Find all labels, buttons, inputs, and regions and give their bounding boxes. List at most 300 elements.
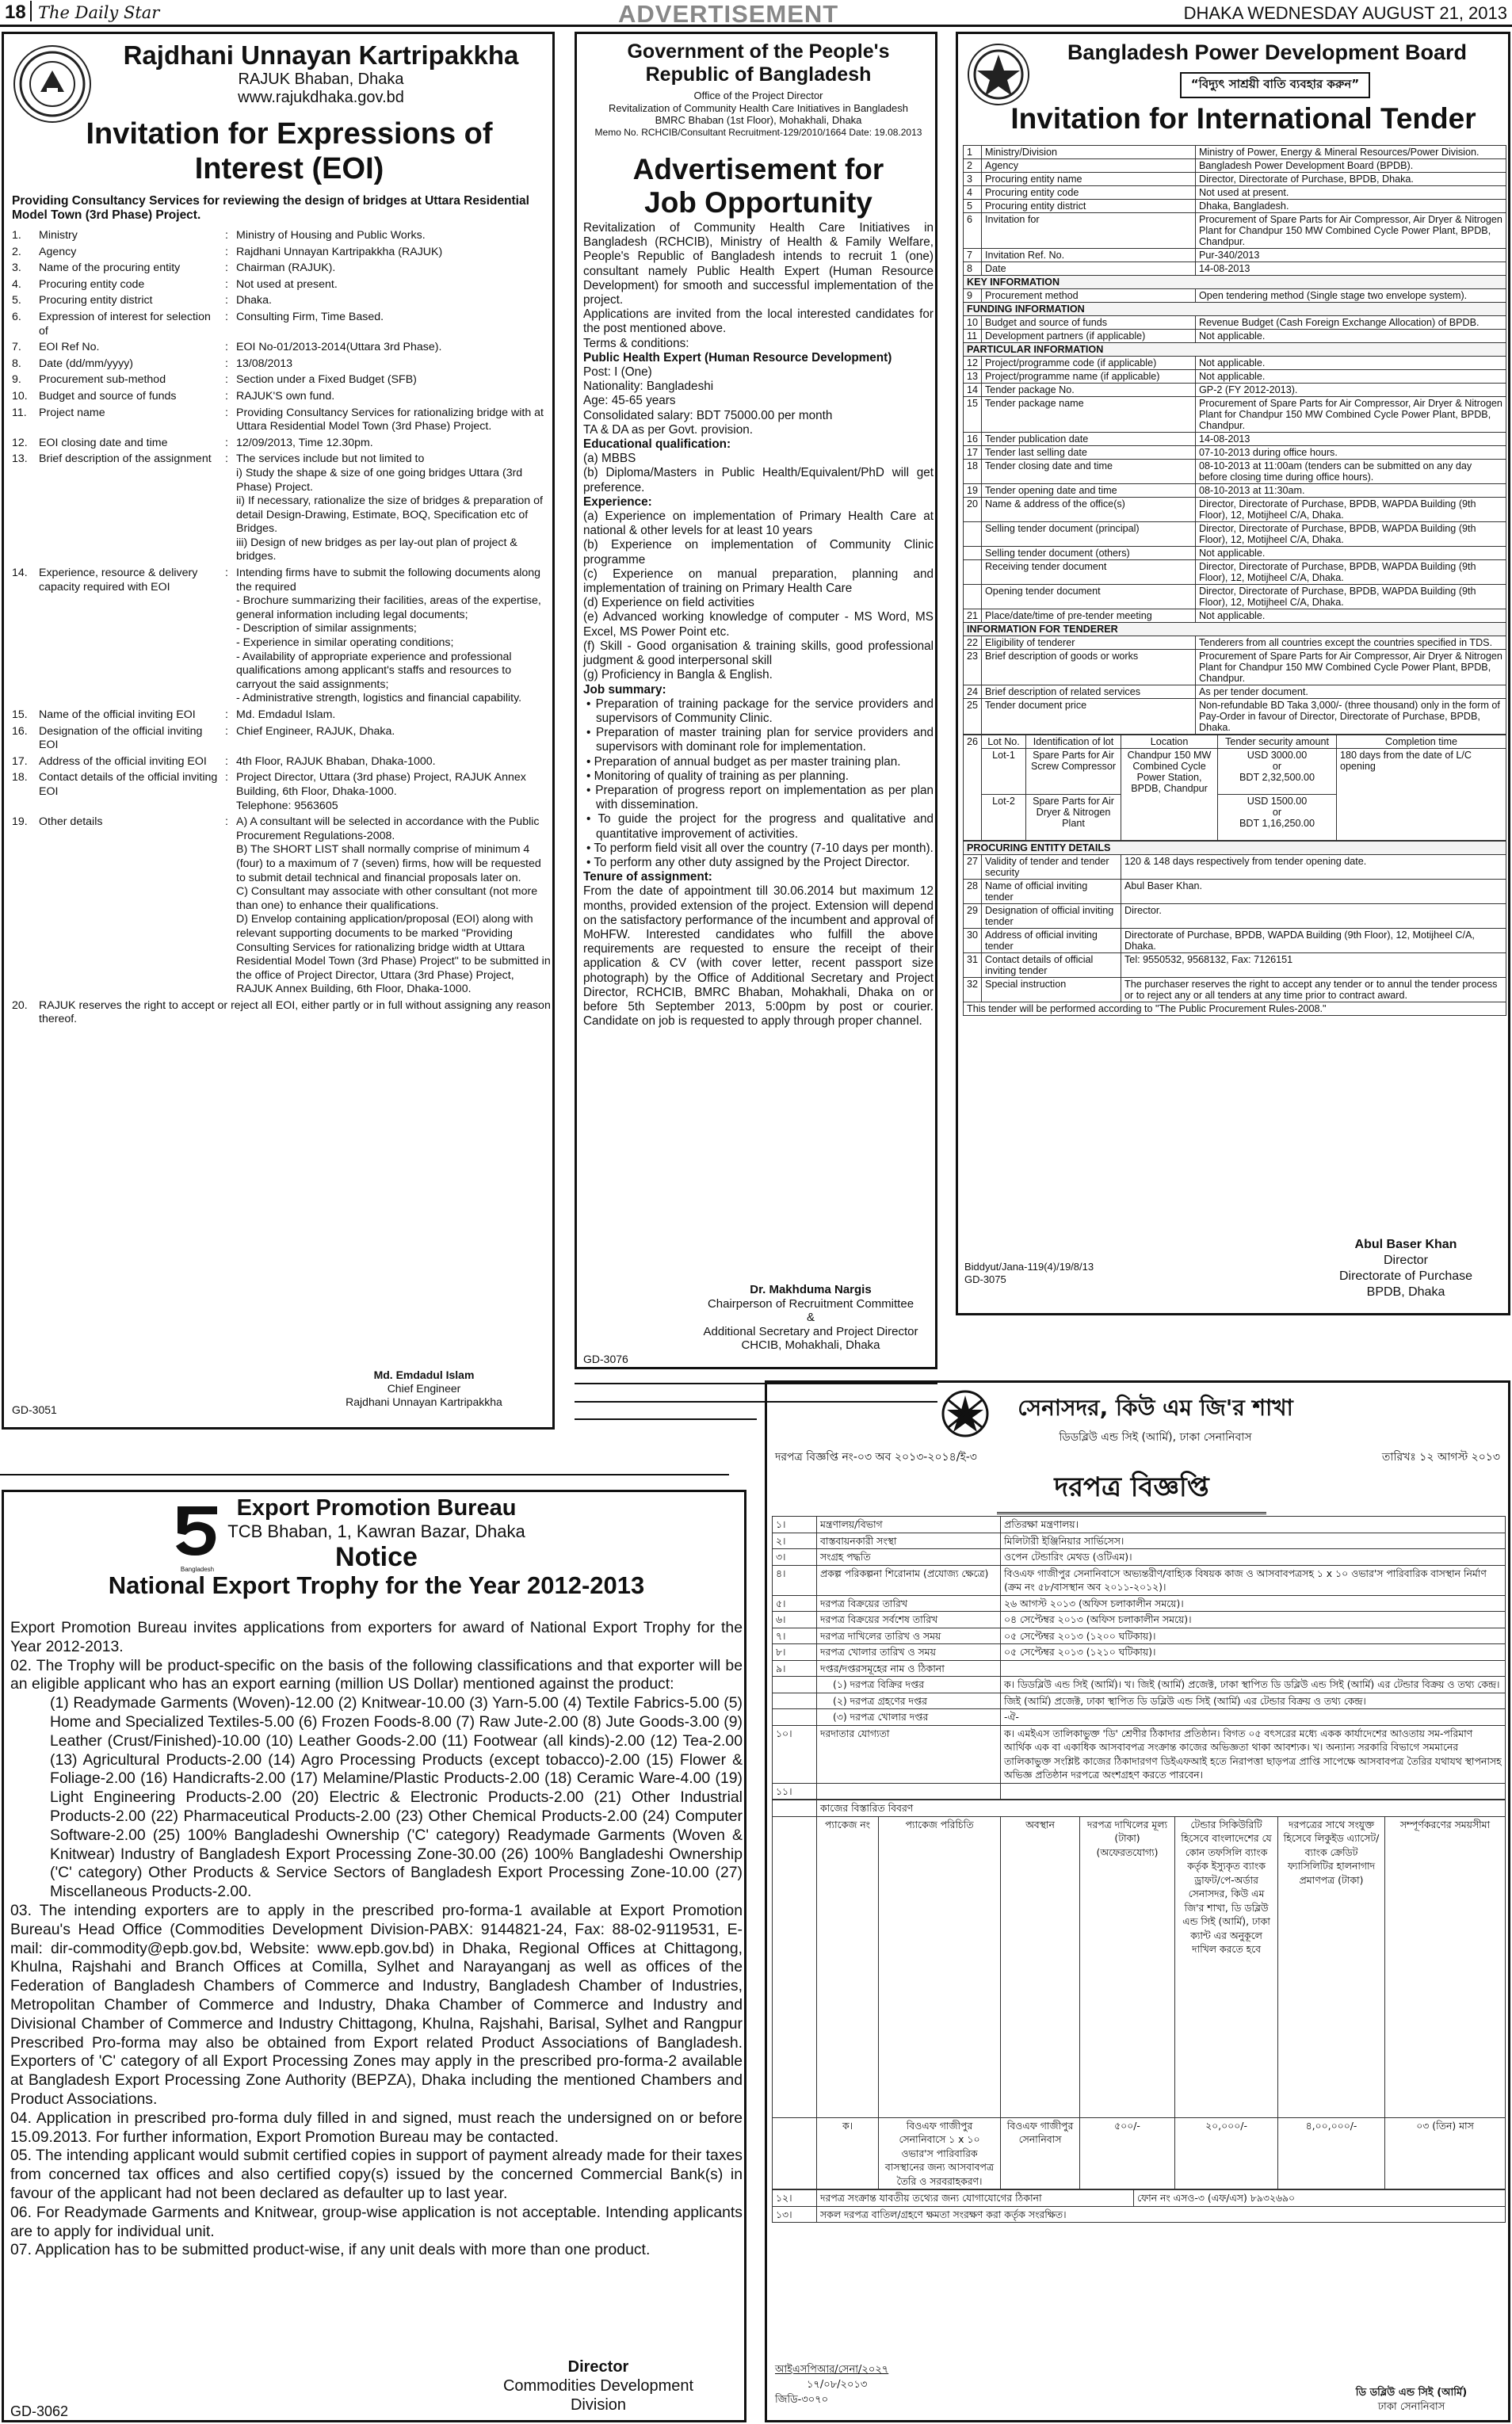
bpdb-row: [964, 433, 1506, 446]
epb-p7: 07. Application has to be submitted product-wise, if any unit deals with more than one product.: [10, 2241, 651, 2259]
army-row-key: দরপত্র দাখিলের তারিখ ও সময়: [817, 1628, 1001, 1644]
bpdb-row-value: The purchaser reserves the right to accept any tender or to annul the tender process or to reject any or all tenders at any time prior to contract award.: [1121, 978, 1506, 1002]
govt-facts: [583, 365, 934, 437]
bpdb-row: [964, 609, 1506, 623]
bpdb-row-num: 20: [964, 498, 982, 522]
rajuk-item-value: [236, 771, 551, 813]
bpdb-row-num: 13: [964, 370, 982, 384]
rajuk-item-line: A) A consultant will be selected in accordance with the Public Procurement Regulations-2008.: [236, 815, 540, 842]
rule: [0, 1474, 729, 1475]
section-label: ADVERTISEMENT: [618, 0, 839, 28]
army-tender-ad: [765, 1380, 1510, 2422]
govt-signatory-name: Dr. Makhduma Nargis: [750, 1283, 872, 1296]
rajuk-item-line: - Availability of appropriate experience and professional qualifications among applicant's staffs and resources to carryout the said assignments;: [236, 650, 512, 691]
army-row: [773, 1549, 1506, 1566]
epb-p1: Export Promotion Bureau invites applications from exporters for award of National Export Trophy for the Year 2012-2013.: [10, 1619, 743, 1655]
army-row: [773, 1565, 1506, 1595]
bpdb-row-num: 16: [964, 433, 982, 446]
govt-job-heading: Job summary:: [583, 682, 666, 697]
govt-exp-item: (e) Advanced working knowledge of computer - MS Word, MS Excel, MS Power Point etc.: [583, 610, 934, 639]
epb-logo-text: Bangladesh: [180, 1566, 215, 1573]
army-row-key: [817, 1783, 1001, 1800]
govt-job-item-text: To perform field visit all over the country (7-10 days per month).: [594, 841, 934, 855]
rajuk-item-key: Name of the procuring entity: [39, 261, 181, 275]
army-row-num: ১০।: [773, 1725, 817, 1783]
lot-amount: USD 1500.00 or BDT 1,16,250.00: [1218, 795, 1337, 841]
rajuk-eoi-ad: [2, 32, 555, 1430]
bpdb-row-value: Directorate of Purchase, BPDB, WAPDA Building (9th Floor), 12, Motijheel C/A, Dhaka.: [1121, 929, 1506, 953]
bpdb-row-value: Director, Directorate of Purchase, BPDB, WAPDA Building (9th Floor), 12, Motijheel C/A, Dhaka.: [1196, 498, 1506, 522]
bpdb-table-2: [963, 841, 1506, 1002]
army-row-num: [773, 1816, 817, 2117]
bpdb-row: [964, 585, 1506, 609]
army-pkg-cell: ২০,০০০/-: [1175, 2117, 1278, 2189]
bpdb-row-num: 22: [964, 636, 982, 650]
rajuk-website: www.rajukdhaka.gov.bd: [238, 89, 404, 106]
army-row-num: ১৩।: [773, 2206, 817, 2223]
govt-edu-item: (b) Diploma/Masters in Public Health/Equivalent/PhD will get preference.: [583, 466, 934, 494]
bpdb-row-value: Tel: 9550532, 9568132, Fax: 7126151: [1121, 953, 1506, 978]
colon: :: [225, 708, 228, 721]
bullet: •: [586, 783, 596, 797]
rajuk-item-value: [236, 437, 551, 451]
rajuk-item-line: - Administrative strength, logistics and financial capability.: [236, 692, 522, 705]
bpdb-row-key: Project/programme code (if applicable): [982, 357, 1196, 370]
bpdb-row-num: 18: [964, 460, 982, 484]
masthead: The Daily Star: [38, 3, 160, 22]
army-row-key: (১) দরপত্র বিক্রির দপ্তর: [817, 1677, 1001, 1693]
army-row-num: ১।: [773, 1517, 817, 1533]
page-header: [0, 0, 1512, 27]
bpdb-row-key: Validity of tender and tender security: [982, 855, 1121, 880]
govt-project: Revitalization of Community Health Care Initiatives in Bangladesh: [609, 101, 908, 114]
bpdb-row-key: Tender package No.: [982, 384, 1196, 397]
rajuk-item-value: [236, 261, 551, 276]
army-col-head: প্যাকেজ পরিচিতি: [879, 1816, 1001, 2117]
army-row-num: [773, 1693, 817, 1709]
epb-title: National Export Trophy for the Year 2012-2013: [108, 1571, 645, 1599]
govt-fact: Post: I (One): [583, 365, 652, 380]
rajuk-item-line: Not used at present.: [236, 277, 338, 291]
govt-signatory-amp: &: [806, 1311, 815, 1324]
rajuk-item: [12, 771, 551, 813]
rajuk-item: [12, 755, 551, 769]
bpdb-row-key: Brief description of related services: [982, 685, 1196, 699]
army-col-head: প্যাকেজ নং: [817, 1816, 879, 2117]
rajuk-item-line: B) The SHORT LIST shall normally comprise of minimum 4 (four) to a maximum of 7 (seven) firms, how will be requested to submit detail technical and financial proposals later on.: [236, 843, 541, 884]
bpdb-row-key: Name of official inviting tender: [982, 880, 1121, 904]
bpdb-row-num: 31: [964, 953, 982, 978]
rajuk-item-line: - Brochure summarizing their facilities, areas of the expertise, general information including legal documents;: [236, 594, 541, 621]
rajuk-item: [12, 407, 551, 434]
army-detail-heading: কাজের বিস্তারিত বিবরণ: [817, 1800, 1506, 1817]
bpdb-row: [964, 953, 1506, 978]
bpdb-row-num: 8: [964, 262, 982, 276]
army-row-key: মন্ত্রণালয়/বিভাগ: [817, 1517, 1001, 1533]
bpdb-row-num: 9: [964, 289, 982, 303]
rajuk-item-line: Intending firms have to submit the following documents along the required: [236, 567, 541, 594]
bpdb-signatory-1: Director: [1383, 1254, 1428, 1267]
army-ispr-date: ১৭/০৮/২০১৩: [807, 2379, 868, 2391]
army-row-value: ফোন নং এসও-৩ (এফ/এস) ৮৯৩২৬৯০: [1134, 2190, 1506, 2207]
govt-job-item: [583, 842, 934, 856]
govt-job-item: [583, 856, 934, 870]
army-table-wrap: [772, 1516, 1506, 2223]
bpdb-row: [964, 213, 1506, 249]
bpdb-row-key: Tender last selling date: [982, 446, 1196, 460]
bpdb-row-key: Procuring entity code: [982, 186, 1196, 200]
govt-signatory-2: Additional Secretary and Project Director: [703, 1324, 918, 1338]
colon: :: [225, 261, 228, 275]
bpdb-row-value: 08-10-2013 at 11:30am.: [1196, 484, 1506, 498]
govt-title: Government of the People's Republic of Bangladesh: [627, 40, 890, 86]
army-row: [773, 1783, 1506, 1800]
bpdb-row-value: Not applicable.: [1196, 330, 1506, 343]
army-row-key: দরদাতার যোগ্যতা: [817, 1725, 1001, 1783]
army-row-value: ০৫ সেপ্টেম্বর ২০১৩ (১২০০ ঘটিকায়)।: [1001, 1628, 1506, 1644]
bpdb-row-key: Opening tender document: [982, 585, 1196, 609]
bpdb-tender-ad: [956, 32, 1510, 1315]
bpdb-row-value: Abul Baser Khan.: [1121, 880, 1506, 904]
army-row-value: ক। এমইএস তালিকাভুক্ত 'ডি' শ্রেণীর ঠিকাদার প্রতিষ্ঠান। বিগত ০৫ বৎসরের মধ্যে একক কার্যাদেশের আওতায় সম-পরিমাণ আর্থিক এক বা একাধিক আসবাবপত্র সংক্রান্ত কাজের অভিজ্ঞতা থাকা আবশ্যক। খ। অন্যান্য সরকারি বিভাগে সমমানের তালিকাভুক্ত সংশ্লিষ্ট কাজের ঠিকাদারগণ ডিইএফআই হতে নিরাপত্তা ছাড়পত্র প্রাপ্তি সাপেক্ষে আসবাবপত্র তৈরির যথাযথ স্থাপনাসহ অভিজ্ঞ প্রতিষ্ঠান দরপত্রে অংশগ্রহণ করতে পারবেন।: [1001, 1725, 1506, 1783]
bpdb-row: [964, 249, 1506, 262]
rajuk-item: [12, 294, 551, 308]
army-col-head: দরপত্র দাখিলের মূল্য (টাকা) (অফেরতযোগ্য): [1080, 1816, 1175, 2117]
bpdb-row: [964, 186, 1506, 200]
army-row: [773, 1677, 1506, 1693]
govt-fact: TA & DA as per Govt. provision.: [583, 422, 753, 437]
epb-org: Export Promotion Bureau: [236, 1495, 517, 1521]
rajuk-item-num: 12.: [12, 436, 28, 449]
rajuk-item-value: [236, 815, 551, 997]
epb-p4: 04. Application in prescribed pro-forma duly filled in and signed, must reach the undersigned on or before 15.09.2013. For further information, Export Promotion Bureau may be contacted.: [10, 2109, 743, 2146]
bpdb-row: [964, 370, 1506, 384]
rajuk-item-num: 1.: [12, 229, 21, 242]
rajuk-item: [12, 246, 551, 260]
bpdb-row-value: Director, Directorate of Purchase, BPDB, Dhaka.: [1196, 173, 1506, 186]
bpdb-row: [964, 560, 1506, 585]
bpdb-row-value: Director, Directorate of Purchase, BPDB, WAPDA Building (9th Floor), 12, Motijheel C/A, Dhaka.: [1196, 522, 1506, 547]
bpdb-row-value: Non-refundable BD Taka 3,000/- (three thousand) only in the form of Pay-Order in favour of Director, Directorate of Purchase, BPDB, Dhaka.: [1196, 699, 1506, 735]
rajuk-item-num: 7.: [12, 341, 21, 354]
rajuk-item-num: 11.: [12, 406, 27, 419]
bpdb-row-value: Not applicable.: [1196, 547, 1506, 560]
bpdb-row-key: Invitation Ref. No.: [982, 249, 1196, 262]
army-memo: দরপত্র বিজ্ঞপ্তি নং-০৩ অব ২০১৩-২০১৪/ই-৩: [775, 1451, 977, 1464]
rajuk-title: Invitation for Expressions of Interest (EOI): [86, 117, 493, 185]
bpdb-row: [964, 855, 1506, 880]
govt-job-item-text: Preparation of progress report on implementation as per plan with dissemination.: [595, 783, 934, 812]
bpdb-row-key: Selling tender document (others): [982, 547, 1196, 560]
lot-location: Chandpur 150 MW Combined Cycle Power Station, BPDB, Chandpur: [1121, 749, 1218, 841]
lot-head: Completion time: [1337, 735, 1506, 749]
bpdb-row-num: 24: [964, 685, 982, 699]
bpdb-row-num: 32: [964, 978, 982, 1002]
bullet: •: [586, 855, 594, 869]
rajuk-item-value: [236, 708, 551, 723]
rajuk-item: [12, 357, 551, 372]
rajuk-item: [12, 341, 551, 355]
bpdb-logo-icon: [968, 44, 1029, 105]
colon: :: [225, 567, 228, 580]
bpdb-row-value: Dhaka, Bangladesh.: [1196, 200, 1506, 213]
bpdb-row-value: Not used at present.: [1196, 186, 1506, 200]
bpdb-row-value: 14-08-2013: [1196, 262, 1506, 276]
lot-no: Lot-2: [982, 795, 1026, 841]
bpdb-row-key: Place/date/time of pre-tender meeting: [982, 609, 1196, 623]
bpdb-row-value: Bangladesh Power Development Board (BPDB).: [1196, 159, 1506, 173]
bpdb-slogan: “বিদ্যুৎ সাশ্রয়ী বাতি ব্যবহার করুন”: [1180, 72, 1370, 98]
bpdb-row: [964, 636, 1506, 650]
army-col-head: টেন্ডার সিকিউরিটি হিসেবে বাংলাদেশের যে কোন তফসিলি ব্যাংক কর্তৃক ইস্যুকৃত ব্যাংক ড্রাফট/পে-অর্ডার সেনাসদর, কিউ এম জি'র শাখা, ডি ডব্লিউ এন্ড সিই (আর্মি), ঢাকা ক্যান্ট এর অনুকূলে দাখিল করতে হবে: [1175, 1816, 1278, 2117]
bpdb-row-num: 10: [964, 316, 982, 330]
army-row: [773, 1612, 1506, 1628]
rajuk-item-text: RAJUK reserves the right to accept or reject all EOI, either partly or in full without assigning any reason thereof.: [39, 998, 551, 1026]
army-row-key: সকল দরপত্র বাতিল/গ্রহণে ক্ষমতা সংরক্ষণ করা কর্তৃক সংরক্ষিত।: [817, 2206, 1506, 2223]
bpdb-row: [964, 159, 1506, 173]
bullet: •: [586, 754, 594, 769]
bpdb-row-key: Tender package name: [982, 397, 1196, 433]
govt-job-item-text: Preparation of annual budget as per master training plan.: [594, 754, 901, 769]
govt-post-title: Public Health Expert (Human Resource Development): [583, 350, 892, 365]
rajuk-item-key: Name of the official inviting EOI: [39, 708, 196, 721]
govt-memo: Memo No. RCHCIB/Consultant Recruitment-129/2010/1664 Date: 19.08.2013: [594, 126, 922, 138]
bpdb-row-key: Project/programme name (if applicable): [982, 370, 1196, 384]
govt-edu-item: (a) MBBS: [583, 452, 636, 466]
rajuk-item-key: Date (dd/mm/yyyy): [39, 357, 134, 370]
govt-exp-item: (d) Experience on field activities: [583, 596, 754, 610]
rajuk-item: [12, 452, 551, 564]
header-divider: [30, 1, 32, 21]
lot-no: Lot-1: [982, 749, 1026, 795]
rajuk-item-line: Md. Emdadul Islam.: [236, 708, 336, 721]
army-pkg-cell: বিওএফ গাজীপুর সেনানিবাসে ১ x ১০ ওভার'স পারিবারিক বাসস্থানের জন্য আসবাবপত্র তৈরি ও সরবরাহকরণ।: [879, 2117, 1001, 2189]
epb-signatory-2: Commodities Development: [502, 2377, 694, 2395]
army-pkg-cell: ৫০০/-: [1080, 2117, 1175, 2189]
dateline: [1184, 3, 1507, 24]
bpdb-row-key: Tender closing date and time: [982, 460, 1196, 484]
rajuk-item-key: Agency: [39, 245, 77, 258]
rajuk-item-num: 17.: [12, 754, 28, 768]
rajuk-item-line: 13/08/2013: [236, 357, 293, 370]
rajuk-item-num: 20.: [12, 998, 28, 1012]
army-signatory-2: ঢাকা সেনানিবাস: [1377, 2401, 1445, 2413]
govt-edu: [583, 452, 934, 495]
govt-tenure: From the date of appointment till 30.06.2014 but maximum 12 months, provided extension of the project. Extension will depend on the satisfactory performance of the incumbent and approval of MoHFW. Interested candidates who fulfill the above requirements are requested to ensure the receipt of their application & CV (with cover letter, recent passport size photograph) by the Office of Additional Secretary and Project Director, RCHCIB, BMRC Bhaban, Mohakhali, Dhaka on or before 5th September 2013, 5:00pm by post or courier. Candidate on job is requested to apply through proper channel.: [583, 884, 934, 1029]
rajuk-seal-icon: [13, 45, 91, 123]
bpdb-row-value: 120 & 148 days respectively from tender opening date.: [1121, 855, 1506, 880]
rajuk-item: [12, 373, 551, 387]
rajuk-item-value: [236, 294, 551, 308]
rajuk-item: [12, 999, 551, 1027]
lot-amount: USD 3000.00 or BDT 2,32,500.00: [1218, 749, 1337, 795]
govt-fact: Age: 45-65 years: [583, 394, 676, 408]
govt-job-item: [583, 784, 934, 812]
rajuk-item-line: The services include but not limited to: [236, 452, 425, 466]
epb-products: (1) Readymade Garments (Woven)-12.00 (2) Knitwear-10.00 (3) Yarn-5.00 (4) Textile Fabrics-5.00 (5) Home and Specialized Textiles-5.00 (6) Frozen Foods-8.00 (7) Raw Jute-2.00 (8) Jute Goods-3.00 (9) Leather (Crust/Finished)-10.00 (10) Leather Goods-2.00 (11) Footwear (all kinds)-2.00 (12) Tea-2.00 (13) Agricultural Products-2.00 (14) Agro Processing Products (except tobacco)-2.00 (15) Flower & Foliage-2.00 (16) Handicrafts-2.00 (17) Melamine/Plastic Products-2.00 (18) Ceramic Ware-4.00 (19) Light Engineering Products-2.00 (20) Electric & Electronic Products-2.00 (21) Other Industrial Products-2.00 (22) Pharmaceutical Products-2.00 (23) Other Chemical Products-2.00 (24) Computer Software-2.00 (25) 100% Bangladeshi Ownership ('C' category) Readymade Garments (Woven & Knitwear) Industry of Bangladesh Export Processing Zone-30.00 (26) 100% Bangladeshi Ownership ('C' category) Other Products & Service Sectors of Bangladesh Export Processing Zone-10.00 (27) Miscellaneous Products-2.00.: [50, 1694, 743, 1901]
bpdb-row-num: 4: [964, 186, 982, 200]
bpdb-row-key: Designation of official inviting tender: [982, 904, 1121, 929]
govt-apply: Applications are invited from the local interested candidates for the post mentioned above.: [583, 307, 934, 336]
bpdb-row-num: [964, 522, 982, 547]
rajuk-item-num: 8.: [12, 357, 21, 370]
army-row-value: জিই (আর্মি) প্রজেক্ট, ঢাকা স্থাপিত ডি ডব্লিউ এন্ড সিই (আর্মি) এর টেন্ডার বিক্রয় ও তথ্য কেন্দ্র।: [1001, 1693, 1506, 1709]
rajuk-item-num: 2.: [12, 245, 21, 258]
govt-body: Revitalization of Community Health Care Initiatives in Bangladesh (RCHCIB), Ministry of Health & Family Welfare, People's Republic of Bangladesh intends to recruit 1 (one) consultant namely Public Health Expert (Human Resource Development) for smooth and successful implementation of the project.: [583, 221, 934, 307]
govt-exp-item: (g) Proficiency in Bangla & English.: [583, 668, 773, 682]
govt-job: [583, 697, 934, 870]
army-table: [772, 1516, 1506, 1800]
bpdb-row-num: 17: [964, 446, 982, 460]
rajuk-intro: Providing Consultancy Services for reviewing the design of bridges at Uttara Residential Model Town (3rd Phase) Project.: [12, 194, 529, 222]
army-row-value: ওপেন টেন্ডারিং মেথড (ওটিএম)।: [1001, 1549, 1506, 1566]
bpdb-row: [964, 498, 1506, 522]
rajuk-item-key: Ministry: [39, 229, 78, 242]
rajuk-item-value: [236, 373, 551, 387]
bpdb-row-value: Director, Directorate of Purchase, BPDB, WAPDA Building (9th Floor), 12, Motijheel C/A, Dhaka.: [1196, 585, 1506, 609]
colon: :: [225, 245, 228, 258]
epb-notice-ad: [2, 1490, 746, 2422]
rajuk-item: [12, 708, 551, 723]
rajuk-item-key: Contact details of the official inviting EOI: [39, 771, 218, 798]
govt-signatory-1: Chairperson of Recruitment Committee: [707, 1296, 914, 1311]
army-row: [773, 1709, 1506, 1726]
govt-fact: Nationality: Bangladeshi: [583, 380, 714, 394]
rajuk-item-value: [236, 755, 551, 769]
army-pkg-cell: বিওএফ গাজীপুর সেনানিবাস: [1001, 2117, 1080, 2189]
colon: :: [225, 357, 228, 370]
bullet: •: [586, 812, 598, 826]
bpdb-table: [963, 145, 1506, 735]
govt-ad-title: Advertisement for Job Opportunity: [632, 153, 884, 219]
bpdb-row-num: 27: [964, 855, 982, 880]
rajuk-item-key: Address of the official inviting EOI: [39, 754, 207, 768]
rajuk-item: [12, 229, 551, 243]
rajuk-item: [12, 815, 551, 997]
bpdb-row-key: Date: [982, 262, 1196, 276]
bpdb-row-num: 3: [964, 173, 982, 186]
colon: :: [225, 310, 228, 323]
bpdb-row-key: Tender publication date: [982, 433, 1196, 446]
army-row-value: ২৬ আগস্ট ২০১৩ (অফিস চলাকালীন সময়ে)।: [1001, 1595, 1506, 1612]
govt-fact: Consolidated salary: BDT 75000.00 per month: [583, 408, 833, 422]
rajuk-signatory-org: Rajdhani Unnayan Kartripakkha: [346, 1395, 502, 1408]
bpdb-row-key: Special instruction: [982, 978, 1121, 1002]
bpdb-row-num: [964, 547, 982, 560]
govt-terms: Terms & conditions:: [583, 336, 689, 350]
lot-head: Tender security amount: [1218, 735, 1337, 749]
rajuk-item-line: Ministry of Housing and Public Works.: [236, 229, 426, 242]
bpdb-row-num: 6: [964, 213, 982, 249]
army-row-num: ৬।: [773, 1612, 817, 1628]
rajuk-item-line: Telephone: 9563605: [236, 799, 338, 812]
rajuk-item: [12, 437, 551, 451]
bpdb-row-key: Eligibility of tenderer: [982, 636, 1196, 650]
bpdb-table-wrap: [963, 145, 1506, 1016]
lot-head: Lot No.: [982, 735, 1026, 749]
army-row: [773, 1644, 1506, 1661]
bpdb-row: [964, 978, 1506, 1002]
bpdb-row-value: Not applicable.: [1196, 370, 1506, 384]
army-row-key: দরপত্র বিক্রয়ের সর্বশেষ তারিখ: [817, 1612, 1001, 1628]
rajuk-item-key: Project name: [39, 406, 105, 419]
bpdb-row-value: Tenderers from all countries except the countries specified in TDS.: [1196, 636, 1506, 650]
govt-body-block: [583, 221, 934, 1029]
epb-p6: 06. For Readymade Garments and Knitwear, group-wise application is not acceptable. Intending applicants are to apply for individual unit.: [10, 2203, 743, 2240]
rajuk-item-line: ii) If necessary, rationalize the size of bridges & preparation of detail Design-Drawing, Estimate, BOQ, Specification etc of Bridges.: [236, 494, 543, 536]
bpdb-row-value: 07-10-2013 during office hours.: [1196, 446, 1506, 460]
bpdb-section-head: PROCURING ENTITY DETAILS: [964, 842, 1506, 855]
bpdb-row-value: 14-08-2013: [1196, 433, 1506, 446]
bpdb-row-key: Contact details of official inviting tender: [982, 953, 1121, 978]
bpdb-row-num: 5: [964, 200, 982, 213]
lot-completion: 180 days from the date of L/C opening: [1337, 749, 1506, 841]
army-detail-table: [772, 1800, 1506, 2189]
colon: :: [225, 229, 228, 242]
bpdb-row: [964, 343, 1506, 357]
colon: :: [225, 406, 228, 419]
rajuk-item-key: Expression of interest for selection of: [39, 310, 211, 338]
army-row-key: প্রকল্প পরিকল্পনা শিরোনাম (প্রযোজ্য ক্ষেত্রে): [817, 1565, 1001, 1595]
rajuk-item-line: 12/09/2013, Time 12.30pm.: [236, 436, 373, 449]
army-title: সেনাসদর, কিউ এম জি'র শাখা: [1018, 1395, 1293, 1421]
bpdb-row-num: 2: [964, 159, 982, 173]
rajuk-item-line: D) Envelop containing application/proposal (EOI) along with relevant supporting documents to be marked "Providing Consulting Services for rationalizing bridge width at Uttara Residential Model Town (3rd Phase) Project" to be submitted in the office of Project Director, Uttara (3rd Phase) Project, RAJUK Annex Building, 6th Floor, Dhaka-1000.: [236, 913, 551, 996]
bpdb-row: [964, 303, 1506, 316]
bpdb-row-key: Invitation for: [982, 213, 1196, 249]
bpdb-row: [964, 289, 1506, 303]
colon: :: [225, 294, 228, 307]
army-signatory-1: ডি ডব্লিউ এন্ড সিই (আর্মি): [1355, 2387, 1468, 2399]
bpdb-row: [964, 842, 1506, 855]
bpdb-row-value: Director.: [1121, 904, 1506, 929]
epb-address: TCB Bhaban, 1, Kawran Bazar, Dhaka: [227, 1521, 525, 1541]
bpdb-lot-table: [963, 735, 1506, 841]
rajuk-item-value: [236, 390, 551, 404]
bpdb-row-num: 29: [964, 904, 982, 929]
bpdb-row-num: 19: [964, 484, 982, 498]
rajuk-item-line: Dhaka.: [236, 294, 272, 307]
bpdb-row: [964, 173, 1506, 186]
bpdb-row: [964, 699, 1506, 735]
govt-job-item: [583, 697, 934, 726]
bpdb-row-key: Ministry/Division: [982, 146, 1196, 159]
epb-p5: 05. The intending applicant would submit certified copies in support of payment already made for their taxes from concerned tax offices and also certified copy(s) issued by the concerned Commercial Bank(s) in favour of the applicant had not been declared as defaulter up to last year.: [10, 2147, 743, 2202]
govt-job-ad: [575, 32, 937, 1369]
rajuk-item-num: 18.: [12, 771, 28, 784]
rajuk-item-line: Section under a Fixed Budget (SFB): [236, 373, 417, 387]
bpdb-row-key: Procuring entity district: [982, 200, 1196, 213]
bpdb-row-key: Brief description of goods or works: [982, 650, 1196, 685]
bpdb-row-value: Procurement of Spare Parts for Air Compressor, Air Dryer & Nitrogen Plant for Chandpur 150 MW Combined Cycle Power Plant, BPDB, Chandpur.: [1196, 650, 1506, 685]
bpdb-row-key: Procuring entity name: [982, 173, 1196, 186]
govt-job-item-text: Preparation of training package for the service providers and supervisors of Community Clinic.: [595, 697, 934, 725]
govt-signatory-3: CHCIB, Mohakhali, Dhaka: [741, 1338, 880, 1352]
rajuk-item-num: 13.: [12, 452, 28, 466]
rajuk-item-line: i) Study the shape & size of one going bridges Uttara (3rd Phase) Project.: [236, 466, 523, 494]
bpdb-row-value: Ministry of Power, Energy & Mineral Resources/Power Division.: [1196, 146, 1506, 159]
govt-job-item-text: Monitoring of quality of training as per planning.: [594, 769, 850, 783]
army-col-head: সম্পূর্ণকরণের সময়সীমা: [1385, 1816, 1506, 2117]
rajuk-item-num: 14.: [12, 567, 28, 580]
bpdb-ref: Biddyut/Jana-119(4)/19/8/13: [964, 1261, 1094, 1273]
bpdb-row-num: 28: [964, 880, 982, 904]
army-row: [773, 1628, 1506, 1644]
army-row-key: দরপত্র বিক্রয়ের তারিখ: [817, 1595, 1001, 1612]
govt-exp-item: (f) Skill - Good organisation & training skills, good professional judgment & good interpersonal skill: [583, 639, 934, 668]
govt-code: GD-3076: [583, 1353, 628, 1365]
rajuk-item-value: [236, 452, 551, 564]
